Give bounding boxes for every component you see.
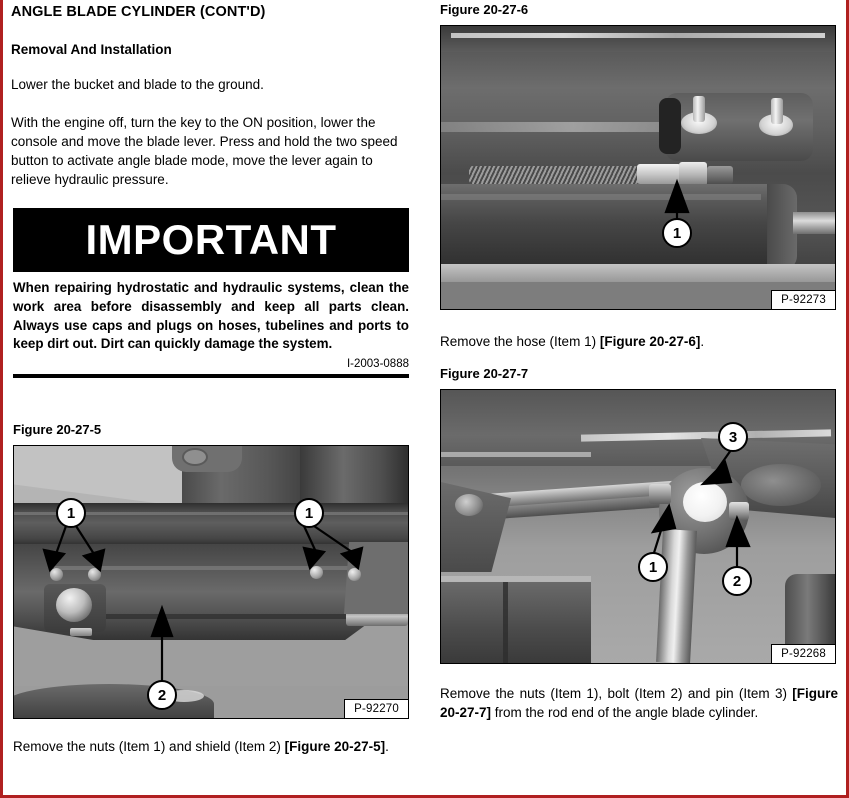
figure-20-27-5-photo-id: P-92270 — [344, 699, 408, 718]
figure-20-27-7-leaders — [441, 390, 835, 663]
caption-text-lead: Remove the hose (Item 1) — [440, 334, 600, 349]
body-paragraph-2: With the engine off, turn the key to the ON position, lower the console and move the blade lever. Press and hold the two speed button to activate angle blade mode, move the lever again to relieve hydraulic pressure. — [11, 114, 398, 188]
callout-bubble-1: 1 — [662, 218, 692, 248]
caption-text-tail: from the rod end of the angle blade cylinder. — [491, 705, 759, 721]
figure-20-27-6 — [440, 2, 838, 351]
section-divider-rule — [13, 374, 409, 378]
caption-figure-ref: [Figure 20-27-5] — [284, 739, 386, 754]
caption-text-lead: Remove the nuts (Item 1) and shield (Item 2) — [13, 739, 285, 754]
body-paragraph-1: Lower the bucket and blade to the ground. — [11, 77, 264, 93]
callout-bubble-3: 3 — [718, 422, 748, 452]
figure-20-27-7-photo — [440, 389, 836, 664]
figure-20-27-5-label: Figure 20-27-5 — [13, 422, 102, 437]
figure-20-27-6-photo — [440, 25, 836, 310]
figure-20-27-5-leaders — [14, 446, 408, 718]
important-notice — [13, 208, 409, 378]
right-column — [440, 0, 838, 798]
caption-figure-ref: [Figure 20-27-7] — [440, 686, 838, 721]
figure-20-27-6-caption — [440, 332, 838, 351]
figure-20-27-6-leaders — [441, 26, 835, 309]
figure-20-27-6-label: Figure 20-27-6 — [440, 2, 529, 17]
important-body-text: When repairing hydrostatic and hydraulic systems, clean the work area before disassembly and keep all parts clean. Always use caps and plugs on hoses, tubelines and ports to keep dirt out. Dirt can quickly damage the system. — [13, 280, 409, 352]
callout-bubble-1a: 1 — [56, 498, 86, 528]
figure-20-27-5-photo — [13, 445, 409, 719]
figure-20-27-7 — [440, 366, 838, 722]
figure-20-27-7-caption — [440, 684, 838, 722]
caption-text-tail: . — [700, 334, 705, 349]
important-banner — [13, 208, 409, 272]
callout-bubble-2: 2 — [147, 680, 177, 710]
callout-bubble-1: 1 — [638, 552, 668, 582]
important-heading: IMPORTANT — [85, 216, 337, 263]
callout-bubble-2: 2 — [722, 566, 752, 596]
caption-text-lead: Remove the nuts (Item 1), bolt (Item 2) and pin (Item 3) — [440, 686, 793, 701]
caption-text-tail: . — [385, 739, 389, 754]
section-subheading: Removal And Installation — [11, 42, 172, 58]
figure-20-27-6-photo-id: P-92273 — [771, 290, 835, 309]
important-reference-code: I-2003-0888 — [346, 358, 409, 371]
figure-20-27-7-label: Figure 20-27-7 — [440, 366, 529, 381]
figure-20-27-7-photo-id: P-92268 — [771, 644, 835, 663]
left-column — [11, 0, 411, 798]
callout-bubble-1b: 1 — [294, 498, 324, 528]
page-title: ANGLE BLADE CYLINDER (CONT'D) — [11, 4, 266, 20]
figure-20-27-5 — [13, 422, 409, 756]
caption-figure-ref: [Figure 20-27-6] — [599, 334, 701, 349]
figure-20-27-5-caption — [13, 737, 409, 756]
